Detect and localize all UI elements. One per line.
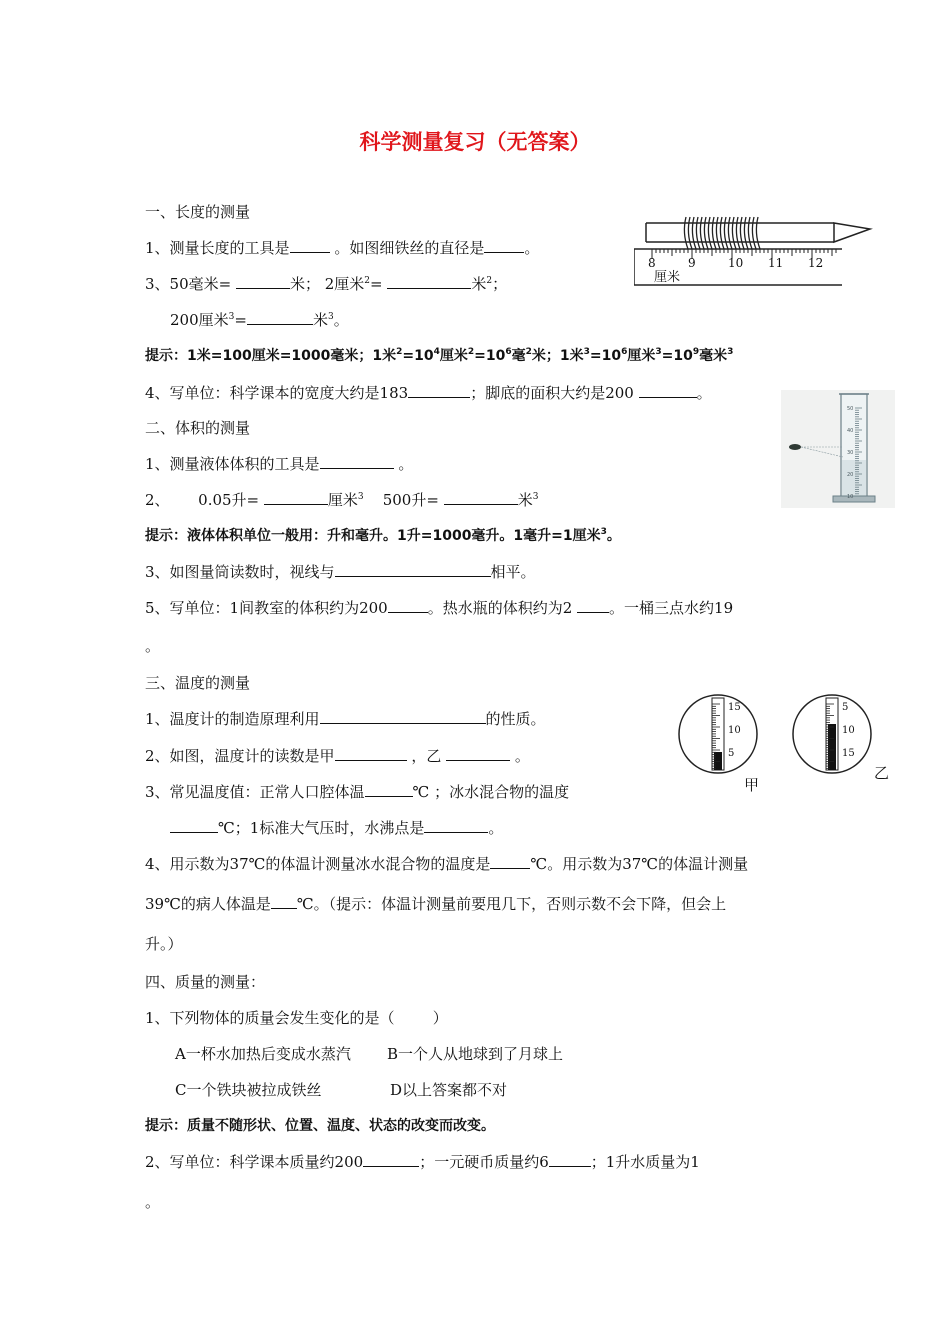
mass-q2-end: 。: [145, 1193, 161, 1211]
mass-option-b[interactable]: B一个人从地球到了月球上: [387, 1045, 564, 1063]
temp-q3: 3、常见温度值：正常人口腔体温 ℃ ；冰水混合物的温度: [145, 783, 570, 801]
thermometer-yi-figure: [790, 690, 894, 786]
ruler-tick-label: 9: [688, 256, 696, 270]
volume-hint: 提示：液体体积单位一般用：升和毫升。1升=1000毫升。1毫升=1厘米$^3$。: [145, 527, 621, 544]
eye-icon: [789, 444, 801, 450]
volume-q1: 1、测量液体体积的工具是 。: [145, 455, 414, 473]
temp-q3-cont: ℃；1标准大气压时，水沸点是 。: [170, 818, 503, 838]
mass-hint: 提示：质量不随形状、位置、温度、状态的改变而改变。: [145, 1118, 495, 1134]
answer-blank[interactable]: [320, 709, 486, 724]
section-heading-temperature: 三、温度的测量: [145, 674, 251, 692]
thermometer-tick-label: 5: [842, 702, 849, 713]
cylinder-tick-label: 30: [847, 450, 854, 456]
answer-blank[interactable]: [170, 818, 218, 833]
answer-blank[interactable]: [236, 274, 290, 289]
section-heading-length: 一、长度的测量: [145, 203, 251, 221]
thermometer-tick-label: 15: [842, 748, 855, 759]
mass-option-d[interactable]: D以上答案都不对: [390, 1081, 508, 1099]
thermometer-yi-label: 乙: [874, 764, 890, 782]
thermometer-tick-label: 15: [728, 702, 741, 713]
volume-q5-end: 。: [145, 637, 161, 655]
answer-blank[interactable]: [490, 854, 530, 869]
answer-blank[interactable]: [320, 454, 394, 469]
answer-blank[interactable]: [639, 383, 697, 398]
answer-blank[interactable]: [365, 782, 413, 797]
answer-blank[interactable]: [335, 746, 407, 761]
ruler-tick-label: 12: [808, 256, 824, 270]
mercury-column: [828, 724, 836, 770]
answer-blank[interactable]: [549, 1152, 591, 1167]
answer-blank[interactable]: [271, 894, 297, 909]
ruler-unit-label: 厘米: [654, 270, 681, 285]
answer-blank[interactable]: [387, 274, 471, 289]
answer-blank[interactable]: [444, 490, 518, 505]
answer-blank[interactable]: [335, 562, 491, 577]
mass-option-c[interactable]: C一个铁块被拉成铁丝: [175, 1081, 322, 1099]
measuring-cylinder-figure: [781, 390, 895, 508]
answer-blank[interactable]: [247, 310, 313, 325]
length-q1: 1、测量长度的工具是 。如图细铁丝的直径是 。: [145, 239, 540, 257]
thermometer-jia-label: 甲: [744, 776, 760, 794]
length-q3-cont: 200厘米$^3$= 米$^3$。: [170, 311, 349, 329]
temp-q4: 4、用示数为37℃的体温计测量冰水混合物的温度是 ℃。用示数为37℃的体温计测量: [145, 855, 749, 873]
thermometer-jia-figure: [676, 690, 766, 794]
volume-q3: 3、如图量筒读数时，视线与 相平。: [145, 563, 536, 581]
volume-q5: 5、写单位：1间教室的体积约为200 。热水瓶的体积约为2 。一桶三点水约19: [145, 599, 734, 617]
answer-blank[interactable]: [446, 746, 510, 761]
cylinder-tick-label: 20: [847, 472, 854, 478]
answer-blank[interactable]: [264, 490, 328, 505]
section-heading-volume: 二、体积的测量: [145, 419, 251, 437]
answer-blank[interactable]: [290, 238, 330, 253]
cylinder-tick-label: 40: [847, 428, 854, 434]
ruler-tick-label: 10: [728, 256, 744, 270]
answer-blank[interactable]: [408, 383, 470, 398]
temp-q4-end: 升。）: [145, 935, 183, 953]
ruler-wire-figure: [634, 205, 874, 287]
answer-blank[interactable]: [424, 818, 488, 833]
cylinder-tick-label: 50: [847, 406, 854, 412]
temp-q2: 2、如图，温度计的读数是甲 ，乙 。: [145, 747, 530, 765]
answer-blank[interactable]: [388, 598, 428, 613]
length-q4: 4、写单位：科学课本的宽度大约是183 ；脚底的面积大约是200 。: [145, 384, 712, 402]
mass-q1: 1、下列物体的质量会发生变化的是（ ）: [145, 1009, 448, 1027]
thermometer-tick-label: 5: [728, 748, 735, 759]
ruler-tick-label: 11: [768, 256, 784, 270]
mass-option-a[interactable]: A一杯水加热后变成水蒸汽: [175, 1045, 351, 1063]
temp-q1: 1、温度计的制造原理利用 的性质。: [145, 710, 546, 728]
thermometer-tick-label: 10: [728, 725, 741, 736]
section-heading-mass: 四、质量的测量：: [145, 973, 266, 991]
volume-q2: 2、 0.05升= 厘米$^3$ 500升= 米$^3$: [145, 491, 539, 509]
page-title: 科学测量复习（无答案）: [359, 130, 591, 154]
thermometer-tick-label: 10: [842, 725, 855, 736]
length-hint: 提示：1米=100厘米=1000毫米；1米$^2=10^4$厘米$^2=10^6$毫$^2$米；1米$^3=10^6$厘米$^3=10^9$毫米$^3$: [145, 347, 734, 364]
cylinder-tick-label: 10: [847, 494, 854, 500]
answer-blank[interactable]: [484, 238, 524, 253]
length-q3: 3、50毫米= 米； 2厘米$^2$= 米$^2$；: [145, 275, 508, 293]
ruler-tick-label: 8: [648, 256, 656, 270]
answer-blank[interactable]: [363, 1152, 419, 1167]
temp-q4-cont: 39℃的病人体温是 ℃。（提示：体温计测量前要甩几下，否则示数不会下降，但会上: [145, 895, 727, 913]
answer-blank[interactable]: [577, 598, 609, 613]
mass-q2: 2、写单位：科学课本质量约200 ；一元硬币质量约6 ；1升水质量为1: [145, 1153, 700, 1171]
